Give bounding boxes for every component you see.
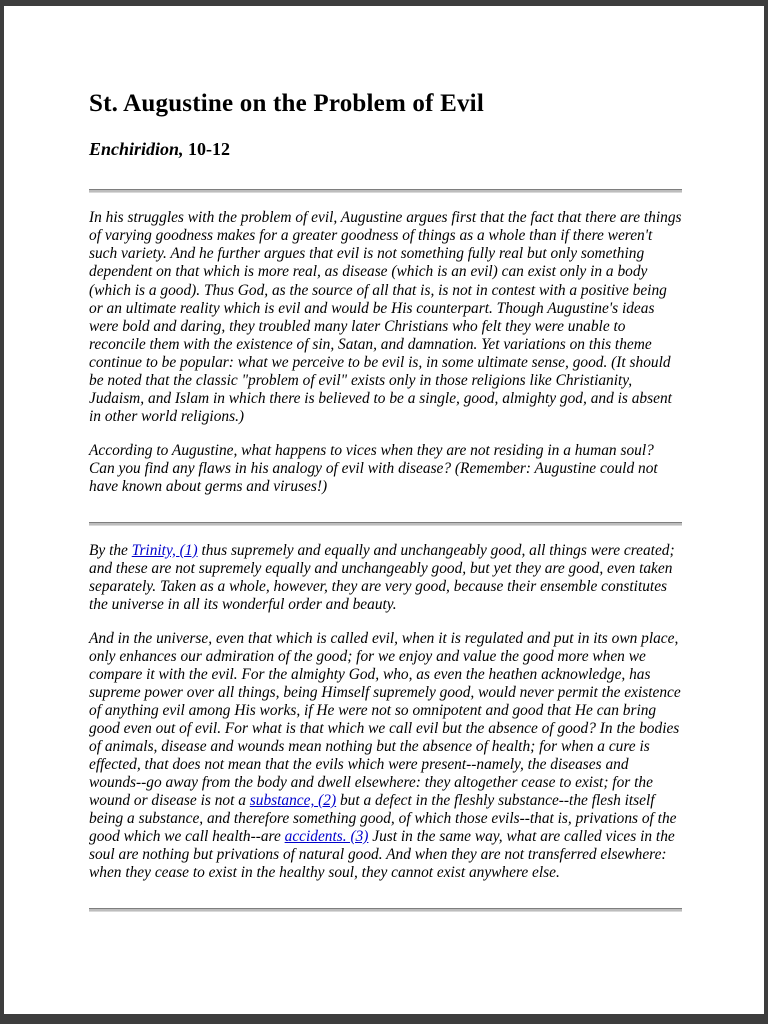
intro-paragraph-1: In his struggles with the problem of evil, Augustine argues first that the fact that there are things of varying goodness makes for a greater goodness of things as a whole than if there weren't such variety. And he further argues that evil is not something fully real but only something dependent on that which is more real, as disease (which is an evil) can exist only in a body (which is a good). Thus God, as the source of all that is, is not in contest with a positive being or an ultimate reality which is evil and would be His counterpart. Though Augustine's ideas were bold and daring, they troubled many later Christians who felt they were unable to reconcile them with the existence of sin, Satan, and damnation. Yet variations on this theme continue to be popular: what we perceive to be evil is, in some ultimate sense, good. (It should be noted that the classic "problem of evil" exists only in those religions like Christianity, Judaism, and Islam in which there is believed to be a single, good, almighty god, and is absent in other world religions.)	[89, 209, 682, 425]
paragraph-2-text-3: Just in the same way, what are called vices in the soul are nothing but privations of natural good. And when they are not transferred elsewhere: when they cease to exist in the healthy soul, they cannot exist anywhere else.	[89, 827, 675, 881]
accidents-footnote-link[interactable]: accidents. (3)	[284, 827, 369, 845]
paragraph-1-text-post: thus supremely and equally and unchangeably good, all things were created; and these are not supremely equally and unchangeably good, but yet they are good, even taken separately. Taken as a whole, however, they are very good, because their ensemble constitutes the universe in all its wonderful order and beauty.	[89, 541, 675, 613]
paragraph-2-text-2: but a defect in the fleshly substance--the flesh itself being a substance, and therefore something good, of which those evils--that is, privations of the good which we call health--are	[89, 791, 677, 845]
subtitle-section-numbers: 10-12	[183, 138, 231, 159]
divider-middle	[89, 522, 682, 526]
trinity-footnote-link[interactable]: Trinity, (1)	[131, 541, 198, 559]
subtitle-work-title: Enchiridion,	[89, 138, 184, 159]
intro-paragraph-2: According to Augustine, what happens to vices when they are not residing in a human soul? Can you find any flaws in his analogy of evil with disease? (Remember: Augustine could not have known about germs and viruses!)	[89, 441, 658, 495]
page-subtitle	[89, 139, 682, 160]
divider-top	[89, 189, 682, 193]
divider-bottom	[89, 908, 682, 912]
augustine-paragraph-1	[89, 542, 682, 614]
page-title: St. Augustine on the Problem of Evil	[89, 90, 484, 117]
paragraph-2-text-1: And in the universe, even that which is called evil, when it is regulated and put in its own place, only enhances our admiration of the good; for we enjoy and value the good more when we compare it with the evil. For the almighty God, who, as even the heathen acknowledge, has supreme power over all things, being Himself supremely good, would never permit the existence of anything evil among His works, if He were not so omnipotent and good that He can bring good even out of evil. For what is that which we call evil but the absence of good? In the bodies of animals, disease and wounds mean nothing but the absence of health; for when a cure is effected, that does not mean that the evils which were present--namely, the diseases and wounds--go away from the body and dwell elsewhere: they altogether cease to exist; for the wound or disease is not a	[89, 629, 681, 809]
document-page	[4, 6, 764, 1014]
paragraph-1-text-pre: By the	[89, 541, 132, 559]
augustine-paragraph-2	[89, 630, 682, 882]
substance-footnote-link[interactable]: substance, (2)	[249, 791, 337, 809]
